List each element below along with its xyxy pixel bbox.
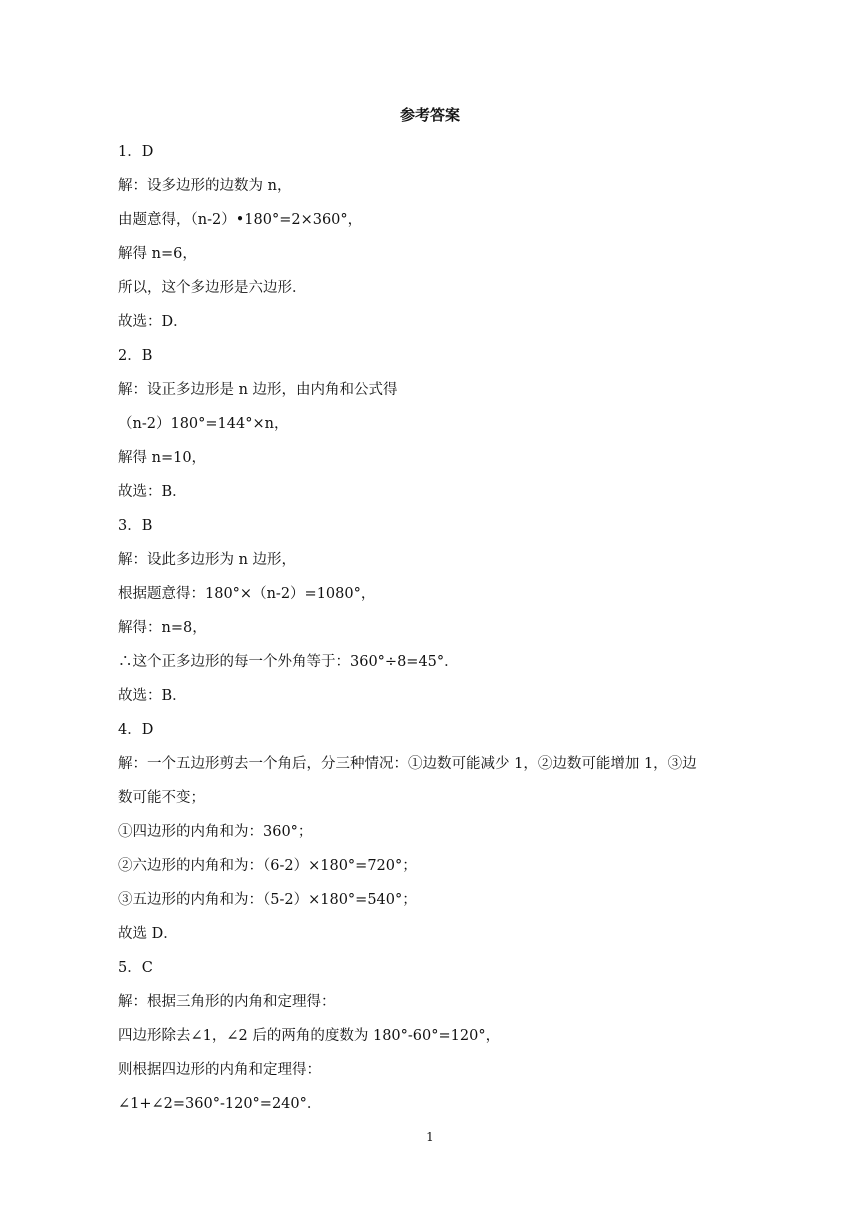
text-line: 四边形除去∠1，∠2 后的两角的度数为 180°-60°=120°， (118, 1028, 501, 1044)
answer-2-heading: 2．B (118, 348, 153, 364)
text-line: ②六边形的内角和为：（6-2）×180°=720°； (118, 858, 417, 874)
page-title: 参考答案 (399, 106, 460, 124)
text-line: 解：设多边形的边数为 n， (118, 178, 292, 194)
text-line: 解：设正多边形是 n 边形，由内角和公式得 (118, 382, 398, 398)
text-line: 故选：B． (118, 484, 187, 500)
text-line: 由题意得，（n-2）•180°=2×360°， (118, 212, 363, 228)
page-number: 1 (426, 1130, 434, 1144)
text-line: 解：根据三角形的内角和定理得： (118, 994, 336, 1010)
text-line: 解得：n=8， (118, 620, 207, 636)
text-line: ∴这个正多边形的每一个外角等于：360°÷8=45°． (118, 654, 459, 670)
text-line: 根据题意得：180°×（n-2）=1080°， (118, 586, 376, 602)
text-line: 解：一个五边形剪去一个角后，分三种情况：①边数可能减少 1，②边数可能增加 1，③边 (118, 756, 697, 772)
text-line: 所以，这个多边形是六边形． (118, 280, 307, 296)
text-line: ①四边形的内角和为：360°； (118, 824, 313, 840)
text-line: ③五边形的内角和为：（5-2）×180°=540°； (118, 892, 417, 908)
text-line: 解：设此多边形为 n 边形， (118, 552, 297, 568)
text-line: 解得 n=10， (118, 450, 207, 466)
text-line: 故选：D． (118, 314, 188, 330)
answer-5-heading: 5．C (118, 960, 153, 976)
answer-content (118, 135, 740, 1121)
text-line: ∠1+∠2=360°-120°=240°． (118, 1096, 322, 1112)
text-line: 故选 D． (118, 926, 178, 942)
answer-1-heading: 1．D (118, 144, 154, 160)
answer-4-heading: 4．D (118, 722, 154, 738)
text-line: 数可能不变； (118, 790, 205, 806)
text-line: 则根据四边形的内角和定理得： (118, 1062, 321, 1078)
answer-3-heading: 3．B (118, 518, 153, 534)
text-line: 故选：B． (118, 688, 187, 704)
text-line: 解得 n=6， (118, 246, 197, 262)
text-line: （n-2）180°=144°×n， (118, 416, 289, 432)
